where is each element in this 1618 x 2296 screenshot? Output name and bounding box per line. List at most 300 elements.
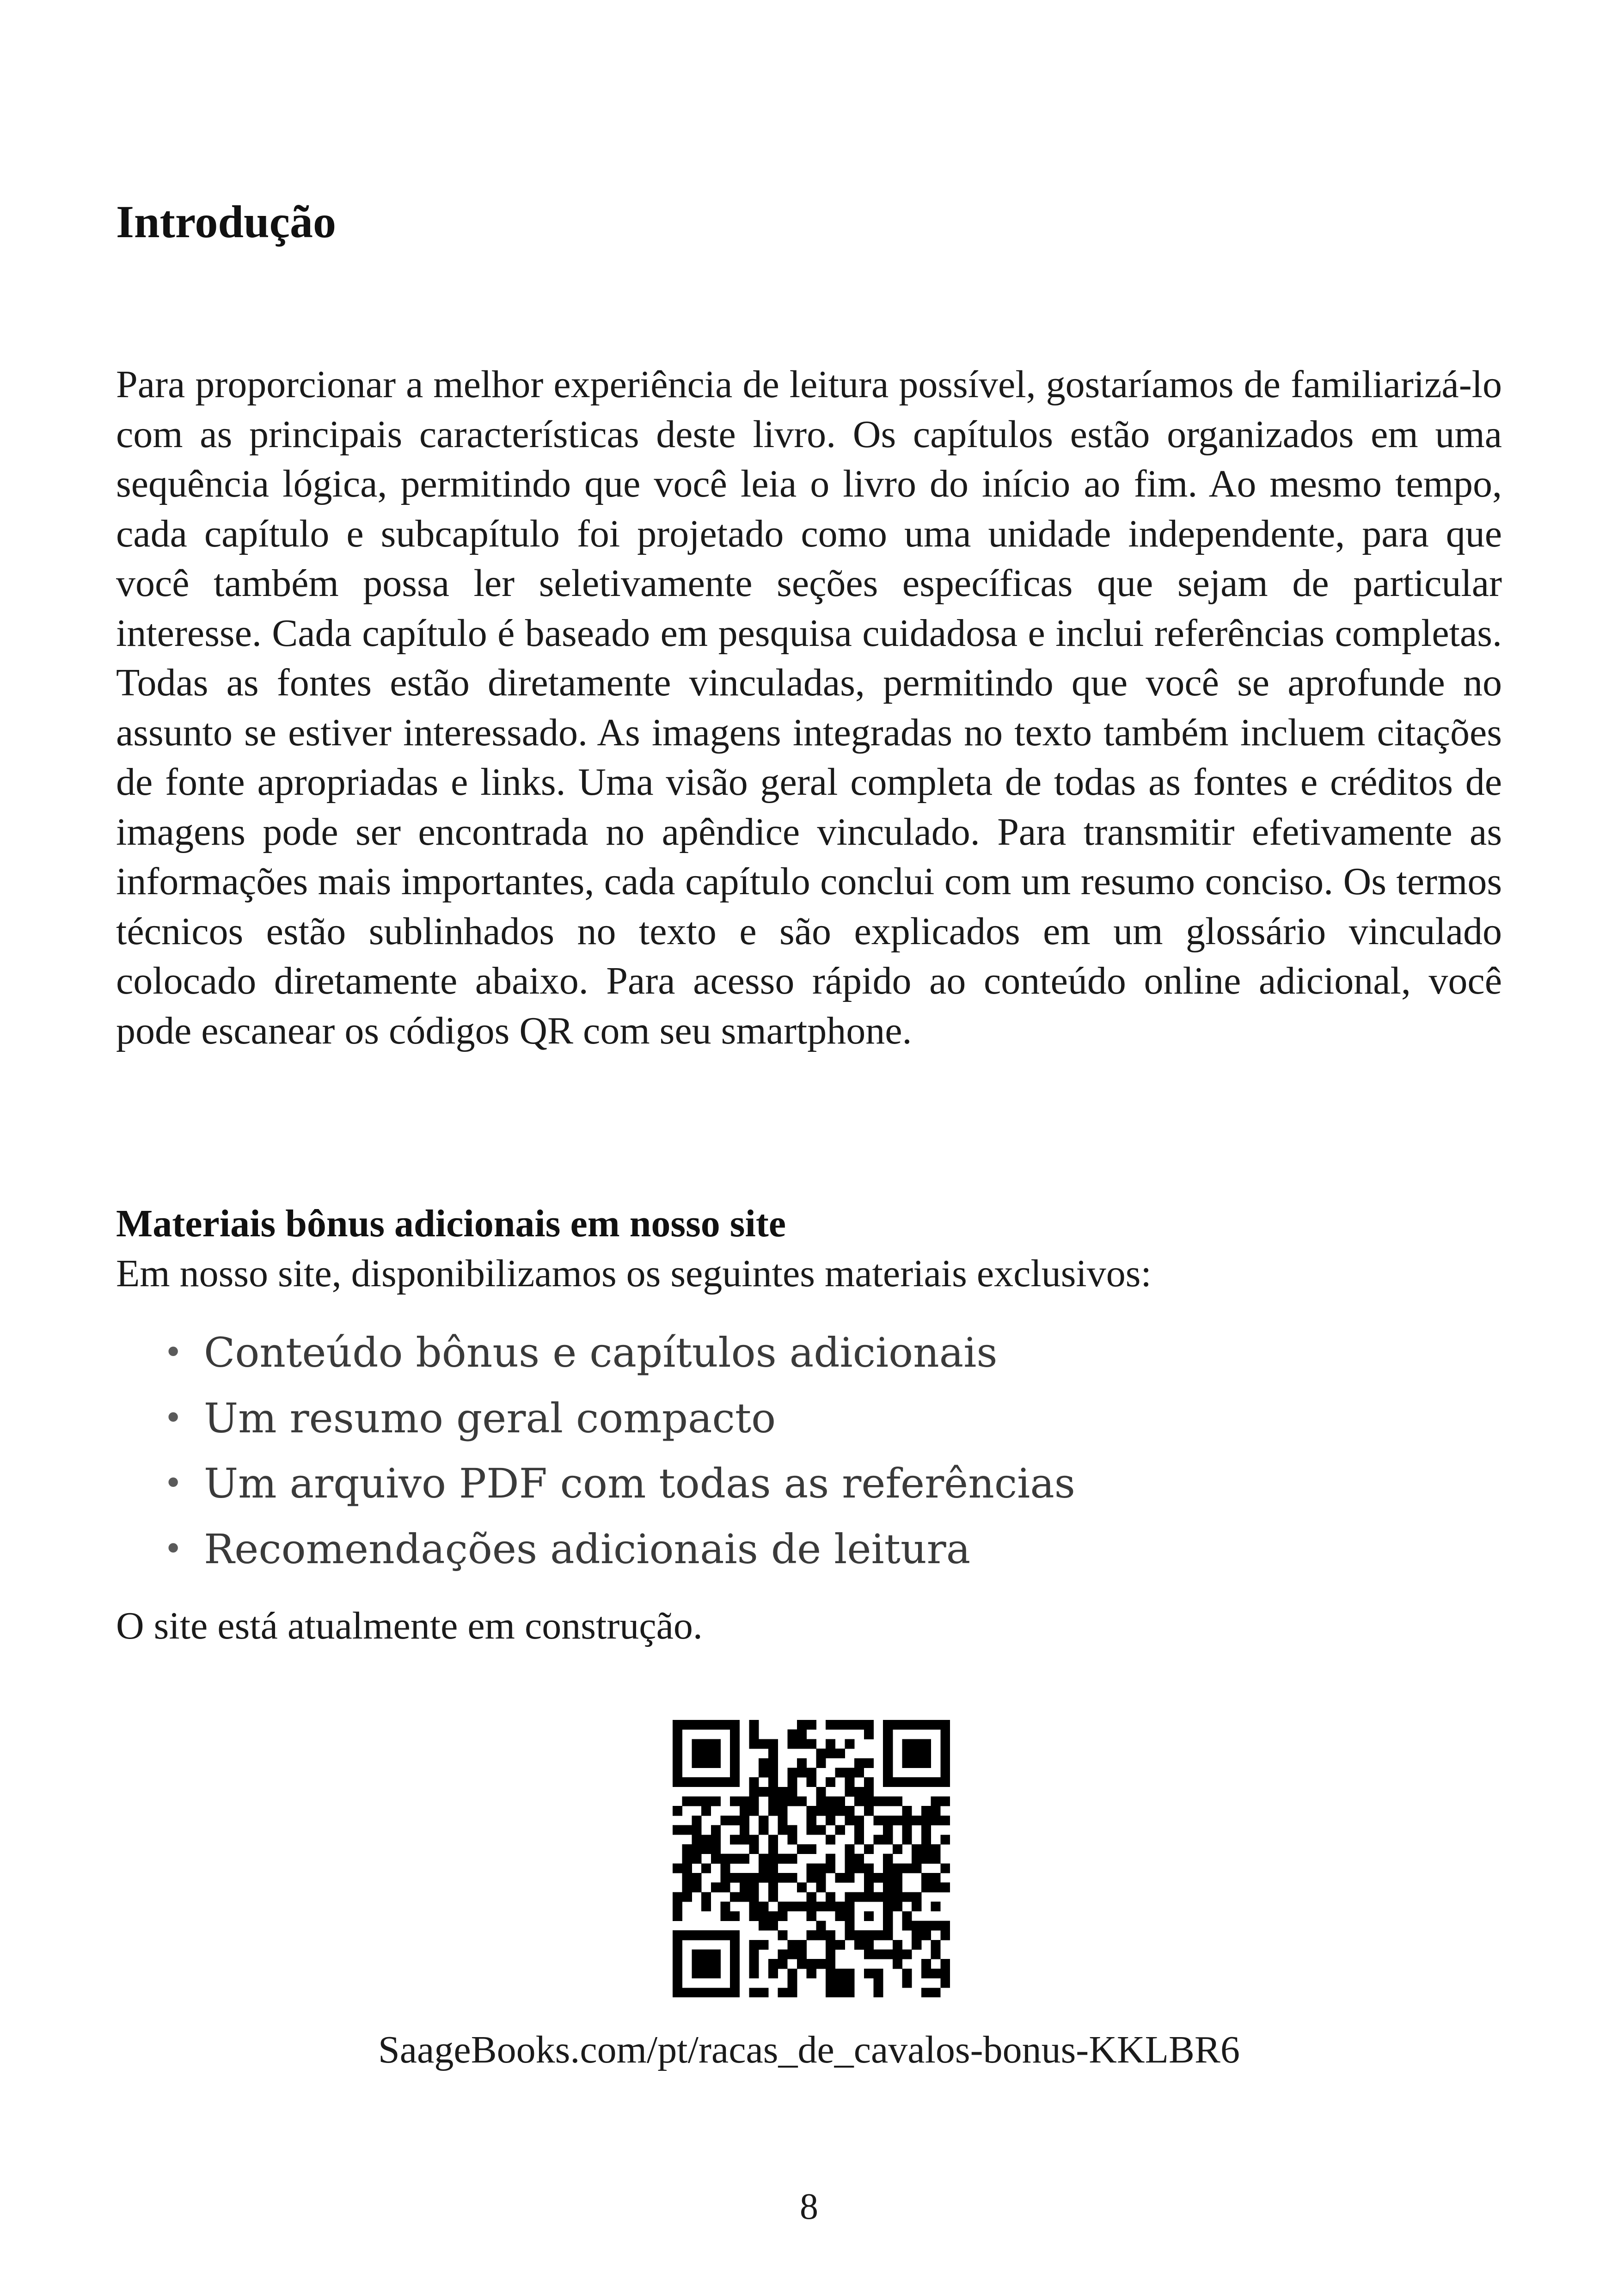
qr-module [912, 1892, 921, 1902]
qr-module [816, 1806, 826, 1816]
qr-module [845, 1854, 854, 1864]
qr-module [787, 1797, 797, 1806]
qr-module [778, 1930, 788, 1940]
qr-module [912, 1902, 921, 1911]
qr-module [711, 1988, 721, 1997]
qr-module [940, 1768, 950, 1777]
list-item-label: Um arquivo PDF com todas as referências [204, 1460, 1075, 1508]
qr-module [730, 1777, 740, 1787]
qr-module [807, 1873, 816, 1883]
qr-module [845, 1911, 854, 1921]
qr-module [902, 1777, 912, 1787]
qr-module [845, 1988, 854, 1997]
qr-module [845, 1863, 854, 1873]
qr-module [692, 1950, 701, 1959]
qr-module [778, 1825, 788, 1835]
qr-module [730, 1749, 740, 1758]
qr-module [797, 1720, 807, 1730]
qr-module [673, 1930, 682, 1940]
qr-module [701, 1720, 711, 1730]
qr-module [816, 1959, 826, 1969]
qr-module [730, 1835, 740, 1844]
qr-module [749, 1902, 759, 1911]
qr-module [854, 1797, 864, 1806]
qr-module [720, 1816, 730, 1825]
qr-module [835, 1873, 845, 1883]
qr-module [816, 1930, 826, 1940]
qr-module [673, 1739, 682, 1749]
qr-module [912, 1739, 921, 1749]
qr-module [864, 1940, 874, 1950]
qr-module [826, 1930, 835, 1940]
qr-module [673, 1978, 682, 1988]
qr-module [816, 1883, 826, 1892]
qr-module [864, 1844, 874, 1854]
qr-module [940, 1816, 950, 1825]
qr-module [854, 1940, 864, 1950]
qr-module [759, 1873, 768, 1883]
qr-module [826, 1988, 835, 1997]
qr-module [912, 1816, 921, 1825]
qr-module [682, 1863, 692, 1873]
qr-module [720, 1854, 730, 1864]
list-item [116, 1451, 1075, 1516]
paragraph-line: também incluem citações de fonte apropriadas e links. Uma visão geral [116, 711, 1502, 804]
qr-module [673, 1768, 682, 1777]
qr-module [797, 1730, 807, 1739]
list-item [116, 1320, 1075, 1386]
qr-module [921, 1959, 931, 1969]
qr-module [778, 1988, 788, 1997]
qr-module [835, 1768, 845, 1777]
qr-module [816, 1921, 826, 1930]
qr-module [778, 1854, 788, 1864]
qr-module [711, 1844, 721, 1854]
qr-module [740, 1854, 749, 1864]
qr-module [787, 1873, 797, 1883]
qr-module [902, 1835, 912, 1844]
qr-module [759, 1816, 768, 1825]
qr-module [701, 1844, 711, 1854]
qr-module [883, 1873, 893, 1883]
qr-module [749, 1844, 759, 1854]
qr-module [711, 1758, 721, 1768]
qr-module [682, 1892, 692, 1902]
qr-module [912, 1777, 921, 1787]
qr-module [768, 1959, 778, 1969]
qr-module [778, 1787, 788, 1797]
qr-module [692, 1854, 701, 1864]
paragraph-line: técnicos estão sublinhados no texto e são explicados em um glossário [116, 909, 1326, 953]
qr-module [759, 1758, 768, 1768]
qr-module [673, 1806, 682, 1816]
qr-module [931, 1883, 941, 1892]
qr-module [740, 1892, 749, 1902]
qr-module [759, 1940, 768, 1950]
qr-module [740, 1883, 749, 1892]
qr-module [797, 1902, 807, 1911]
qr-module [768, 1892, 778, 1902]
paragraph-line: familiarizá-lo com as principais características deste livro. Os capítulos estão [116, 363, 1502, 456]
qr-module [768, 1758, 778, 1768]
qr-module [883, 1825, 893, 1835]
qr-module [893, 1844, 902, 1854]
qr-module [864, 1930, 874, 1940]
qr-module [873, 1835, 883, 1844]
qr-module [854, 1768, 864, 1777]
qr-module [912, 1863, 921, 1873]
qr-module [816, 1863, 826, 1873]
qr-module [787, 1969, 797, 1978]
qr-module [797, 1739, 807, 1749]
qr-module [835, 1825, 845, 1835]
qr-module [912, 1930, 921, 1940]
qr-module [711, 1950, 721, 1959]
qr-module [854, 1892, 864, 1902]
qr-module [768, 1768, 778, 1777]
qr-module [845, 1720, 854, 1730]
qr-module [893, 1940, 902, 1950]
qr-module [883, 1892, 893, 1902]
qr-module [730, 1978, 740, 1988]
qr-module [940, 1863, 950, 1873]
qr-module [749, 1883, 759, 1892]
qr-module [826, 1978, 835, 1988]
qr-module [940, 1969, 950, 1978]
qr-module [883, 1777, 893, 1787]
qr-module [692, 1777, 701, 1787]
qr-module [816, 1749, 826, 1758]
qr-module [912, 1844, 921, 1854]
qr-module [893, 1902, 902, 1911]
paragraph-line: Todas as fontes estão diretamente vinculadas, permitindo que você se [116, 661, 1270, 704]
qr-module [692, 1797, 701, 1806]
qr-module [807, 1959, 816, 1969]
qr-module [692, 1835, 701, 1844]
qr-module [682, 1825, 692, 1835]
qr-module [720, 1873, 730, 1883]
qr-module [730, 1988, 740, 1997]
qr-module [711, 1930, 721, 1940]
qr-module [673, 1758, 682, 1768]
qr-module [740, 1806, 749, 1816]
qr-module [807, 1816, 816, 1825]
qr-module [749, 1950, 759, 1959]
qr-module [864, 1730, 874, 1739]
qr-module [902, 1825, 912, 1835]
qr-module [730, 1720, 740, 1730]
qr-module [883, 1902, 893, 1911]
qr-code-icon[interactable] [673, 1720, 950, 1997]
qr-module [778, 1797, 788, 1806]
qr-module [845, 1930, 854, 1940]
qr-module [864, 1797, 874, 1806]
paragraph-line: capítulo é baseado em pesquisa cuidadosa e inclui referências completas. [362, 611, 1502, 655]
qr-module [902, 1911, 912, 1921]
qr-module [807, 1969, 816, 1978]
qr-module [778, 1873, 788, 1883]
qr-module [692, 1883, 701, 1892]
qr-module [873, 1978, 883, 1988]
qr-module [759, 1988, 768, 1997]
qr-module [778, 1806, 788, 1816]
qr-module [883, 1758, 893, 1768]
qr-module [673, 1950, 682, 1959]
qr-module [778, 1902, 788, 1911]
qr-module [701, 1959, 711, 1969]
qr-module [730, 1854, 740, 1864]
qr-module [826, 1902, 835, 1911]
qr-module [940, 1978, 950, 1988]
qr-module [807, 1902, 816, 1911]
qr-module [749, 1892, 759, 1902]
qr-module [730, 1911, 740, 1921]
qr-module [845, 1921, 854, 1930]
qr-module [749, 1739, 759, 1749]
qr-module [701, 1950, 711, 1959]
qr-module [864, 1883, 874, 1892]
qr-module [845, 1816, 854, 1825]
qr-module [740, 1816, 749, 1825]
qr-module [720, 1883, 730, 1892]
qr-module [701, 1797, 711, 1806]
qr-module [902, 1978, 912, 1988]
qr-module [749, 1720, 759, 1730]
qr-module [749, 1730, 759, 1739]
qr-module [826, 1892, 835, 1902]
qr-module [711, 1739, 721, 1749]
qr-module [673, 1749, 682, 1758]
qr-module [835, 1978, 845, 1988]
qr-module [749, 1787, 759, 1797]
qr-module [673, 1720, 682, 1730]
qr-module [873, 1988, 883, 1997]
qr-module [854, 1854, 864, 1864]
qr-module [759, 1854, 768, 1864]
qr-module [759, 1825, 768, 1835]
qr-module [692, 1969, 701, 1978]
qr-module [701, 1892, 711, 1902]
qr-module [730, 1950, 740, 1959]
qr-module [893, 1797, 902, 1806]
qr-module [701, 1902, 711, 1911]
qr-module [826, 1854, 835, 1864]
qr-module [854, 1863, 864, 1873]
qr-module [673, 1892, 682, 1902]
qr-module [730, 1797, 740, 1806]
qr-module [835, 1911, 845, 1921]
qr-module [797, 1950, 807, 1959]
qr-module [883, 1816, 893, 1825]
qr-module [768, 1873, 778, 1883]
qr-module [778, 1911, 788, 1921]
qr-module [883, 1730, 893, 1739]
qr-module [711, 1749, 721, 1758]
qr-module [893, 1720, 902, 1730]
qr-module [730, 1730, 740, 1739]
qr-module [807, 1777, 816, 1787]
qr-module [711, 1797, 721, 1806]
qr-module [807, 1720, 816, 1730]
qr-module [931, 1873, 941, 1883]
paragraph-line: aprofunde no assunto se estiver interessado. As imagens integradas no texto [116, 661, 1502, 754]
qr-module [835, 1988, 845, 1997]
qr-module [864, 1806, 874, 1816]
qr-module [912, 1854, 921, 1864]
qr-module [902, 1969, 912, 1978]
qr-module [864, 1777, 874, 1787]
qr-module [730, 1930, 740, 1940]
qr-module [826, 1739, 835, 1749]
qr-module [787, 1739, 797, 1749]
qr-module [807, 1739, 816, 1749]
qr-module [893, 1777, 902, 1787]
qr-module [720, 1863, 730, 1873]
qr-module [787, 1940, 797, 1950]
qr-module [826, 1806, 835, 1816]
qr-module [730, 1739, 740, 1749]
qr-module [845, 1969, 854, 1978]
qr-module [921, 1806, 931, 1816]
qr-module [787, 1902, 797, 1911]
qr-module [797, 1959, 807, 1969]
bonus-url-link[interactable]: SaageBooks.com/pt/racas_de_cavalos-bonus-KKLBR6 [378, 2028, 1240, 2071]
qr-module [940, 1921, 950, 1930]
paragraph-line: completa de todas as fontes e créditos de imagens pode ser encontrada no [116, 761, 1502, 853]
qr-module [845, 1873, 854, 1883]
paragraph-line: Para proporcionar a melhor experiência de leitura possível, gostaríamos de [116, 363, 1281, 406]
introduction-paragraph [116, 360, 1502, 1056]
qr-module [883, 1797, 893, 1806]
list-item [116, 1386, 1075, 1451]
qr-module [768, 1921, 778, 1930]
page-number: 8 [800, 2186, 818, 2227]
qr-module [692, 1758, 701, 1768]
qr-module [921, 1739, 931, 1749]
qr-module [864, 1758, 874, 1768]
qr-module [701, 1863, 711, 1873]
qr-module [921, 1969, 931, 1978]
bonus-heading: Materiais bônus adicionais em nosso site [116, 1202, 786, 1245]
qr-module [921, 1835, 931, 1844]
qr-module [902, 1863, 912, 1873]
qr-module [902, 1892, 912, 1902]
list-item-label: Recomendações adicionais de leitura [204, 1525, 971, 1573]
qr-module [692, 1988, 701, 1997]
qr-module [730, 1873, 740, 1883]
bullet-icon: • [164, 1333, 183, 1371]
qr-module [921, 1825, 931, 1835]
qr-module [883, 1720, 893, 1730]
qr-module [807, 1768, 816, 1777]
qr-module [835, 1902, 845, 1911]
qr-module [692, 1959, 701, 1969]
qr-module [883, 1930, 893, 1940]
qr-module [740, 1835, 749, 1844]
qr-module [864, 1969, 874, 1978]
qr-module [873, 1892, 883, 1902]
qr-module [921, 1758, 931, 1768]
qr-module [826, 1863, 835, 1873]
paragraph-line: seletivamente seções específicas que sejam de particular interesse. Cada [116, 562, 1502, 655]
qr-module [768, 1797, 778, 1806]
qr-module [711, 1825, 721, 1835]
qr-module [826, 1749, 835, 1758]
qr-module [835, 1749, 845, 1758]
qr-module [711, 1720, 721, 1730]
qr-module [883, 1749, 893, 1758]
qr-module [883, 1921, 893, 1930]
qr-module [749, 1873, 759, 1883]
qr-module [692, 1844, 701, 1854]
qr-module [873, 1969, 883, 1978]
qr-module [730, 1816, 740, 1825]
qr-module [854, 1758, 864, 1768]
qr-module [682, 1988, 692, 1997]
qr-module [883, 1854, 893, 1864]
qr-module [845, 1978, 854, 1988]
qr-module [768, 1806, 778, 1816]
qr-module [902, 1921, 912, 1930]
qr-module [701, 1758, 711, 1768]
qr-module [787, 1835, 797, 1844]
qr-module [730, 1959, 740, 1969]
qr-module [854, 1816, 864, 1825]
qr-module [787, 1730, 797, 1739]
qr-module [673, 1730, 682, 1739]
qr-module [759, 1902, 768, 1911]
qr-module [759, 1787, 768, 1797]
qr-module [673, 1969, 682, 1978]
qr-module [931, 1720, 941, 1730]
qr-module [768, 1969, 778, 1978]
qr-module [759, 1739, 768, 1749]
qr-module [807, 1863, 816, 1873]
qr-module [711, 1883, 721, 1892]
qr-module [845, 1844, 854, 1854]
qr-module [883, 1739, 893, 1749]
qr-module [921, 1777, 931, 1787]
qr-module [931, 1844, 941, 1854]
qr-module [883, 1863, 893, 1873]
qr-module [921, 1930, 931, 1940]
qr-module [931, 1777, 941, 1787]
qr-module [931, 1921, 941, 1930]
qr-module [854, 1835, 864, 1844]
qr-module [873, 1816, 883, 1825]
qr-module [940, 1730, 950, 1739]
qr-module [787, 1768, 797, 1777]
qr-module [921, 1873, 931, 1883]
qr-module [673, 1825, 682, 1835]
qr-module [931, 1816, 941, 1825]
qr-module [692, 1873, 701, 1883]
qr-module [864, 1863, 874, 1873]
qr-module [692, 1739, 701, 1749]
qr-module [673, 1777, 682, 1787]
qr-module [826, 1816, 835, 1825]
qr-module [816, 1825, 826, 1835]
qr-module [854, 1825, 864, 1835]
qr-module [768, 1883, 778, 1892]
qr-module [931, 1806, 941, 1816]
qr-module [826, 1959, 835, 1969]
qr-module [797, 1768, 807, 1777]
qr-module [759, 1863, 768, 1873]
qr-module [692, 1749, 701, 1758]
qr-module [682, 1777, 692, 1787]
qr-module [940, 1883, 950, 1892]
